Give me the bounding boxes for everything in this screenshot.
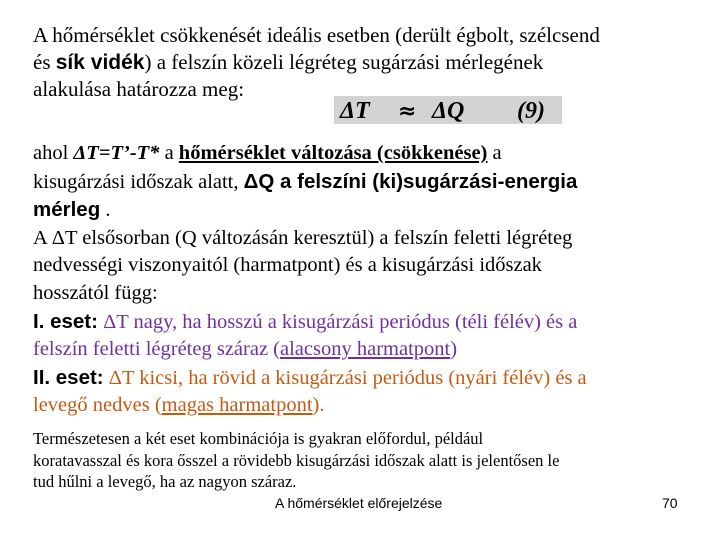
main-line-4: A ΔT elsősorban (Q változásán keresztül) a felszín feletti légréteg bbox=[33, 226, 573, 249]
main-l1-post: a bbox=[487, 142, 502, 164]
case-1-label: I. eset: bbox=[33, 309, 98, 333]
case-1-l2-post: ) bbox=[450, 338, 458, 361]
case-2-l2-pre: levegő nedves ( bbox=[33, 394, 162, 417]
formula-approx: ≈ bbox=[398, 99, 417, 124]
main-l1-pre: ahol bbox=[33, 142, 74, 164]
formula-number: (9) bbox=[517, 98, 545, 124]
main-l1-mid: a bbox=[159, 142, 179, 164]
delta-t-definition: ΔT=T’-T* bbox=[73, 142, 160, 164]
case-1-text: ΔT nagy, ha hosszú a kisugárzási periódus (téli félév) és a bbox=[97, 310, 578, 333]
energy-balance-term-end: mérleg bbox=[33, 198, 101, 222]
formula-lhs: ΔT bbox=[340, 98, 370, 124]
low-dewpoint: alacsony harmatpont bbox=[280, 338, 451, 361]
energy-balance-term: ΔQ a felszíni (ki)sugárzási-energia bbox=[243, 169, 578, 193]
main-line-3 bbox=[33, 196, 698, 225]
main-l2-pre: kisugárzási időszak alatt, bbox=[33, 170, 244, 193]
intro-line-2-pre: és bbox=[33, 50, 56, 74]
case-2-line-1 bbox=[33, 364, 698, 393]
intro-line-3: alakulása határozza meg: bbox=[33, 77, 245, 101]
page-number: 70 bbox=[662, 495, 678, 511]
case-1-l2-pre: felszín feletti légréteg száraz ( bbox=[33, 338, 280, 361]
case-2-label: II. eset: bbox=[33, 365, 104, 389]
case-1-line-1 bbox=[33, 308, 698, 337]
note-paragraph bbox=[33, 428, 698, 493]
main-line-5: nedvességi viszonyaitól (harmatpont) és a kisugárzási időszak bbox=[33, 254, 542, 277]
formula-rhs: ΔQ bbox=[432, 98, 465, 124]
note-line-2: koratavasszal és kora ősszel a rövidebb kisugárzási időszak alatt is jelentősen le bbox=[33, 450, 560, 470]
high-dewpoint: magas harmatpont bbox=[161, 394, 313, 417]
formula-svg bbox=[334, 96, 562, 124]
main-l3-post: . bbox=[100, 199, 111, 222]
note-line-3: tud hűlni a levegő, ha az nagyon száraz. bbox=[33, 472, 297, 491]
note-line-1: Természetesen a két eset kombinációja is gyakran előfordul, például bbox=[33, 429, 484, 448]
intro-line-2 bbox=[33, 49, 698, 76]
main-line-6: hosszától függ: bbox=[33, 281, 158, 304]
footer-title: A hőmérséklet előrejelzése bbox=[275, 495, 443, 511]
formula-box bbox=[334, 96, 562, 124]
intro-line-2-post: ) a felszín közeli légréteg sugárzási mérlegének bbox=[144, 50, 544, 74]
intro-line-1: A hőmérséklet csökkenését ideális esetben (derült égbolt, szélcsend bbox=[33, 23, 600, 47]
case-2-line-2 bbox=[33, 392, 698, 420]
intro-paragraph bbox=[33, 22, 698, 103]
main-line-1 bbox=[33, 140, 698, 168]
case-2-text: ΔT kicsi, ha rövid a kisugárzási periódus (nyári félév) és a bbox=[103, 366, 587, 389]
case-1-line-2 bbox=[33, 336, 698, 364]
case-2-l2-post: ). bbox=[312, 394, 325, 417]
main-paragraph bbox=[33, 140, 698, 420]
main-line-2 bbox=[33, 168, 698, 197]
temperature-change-term: hőmérséklet változása (csökkenése) bbox=[178, 142, 488, 164]
intro-flat-terrain: sík vidék bbox=[55, 51, 145, 74]
